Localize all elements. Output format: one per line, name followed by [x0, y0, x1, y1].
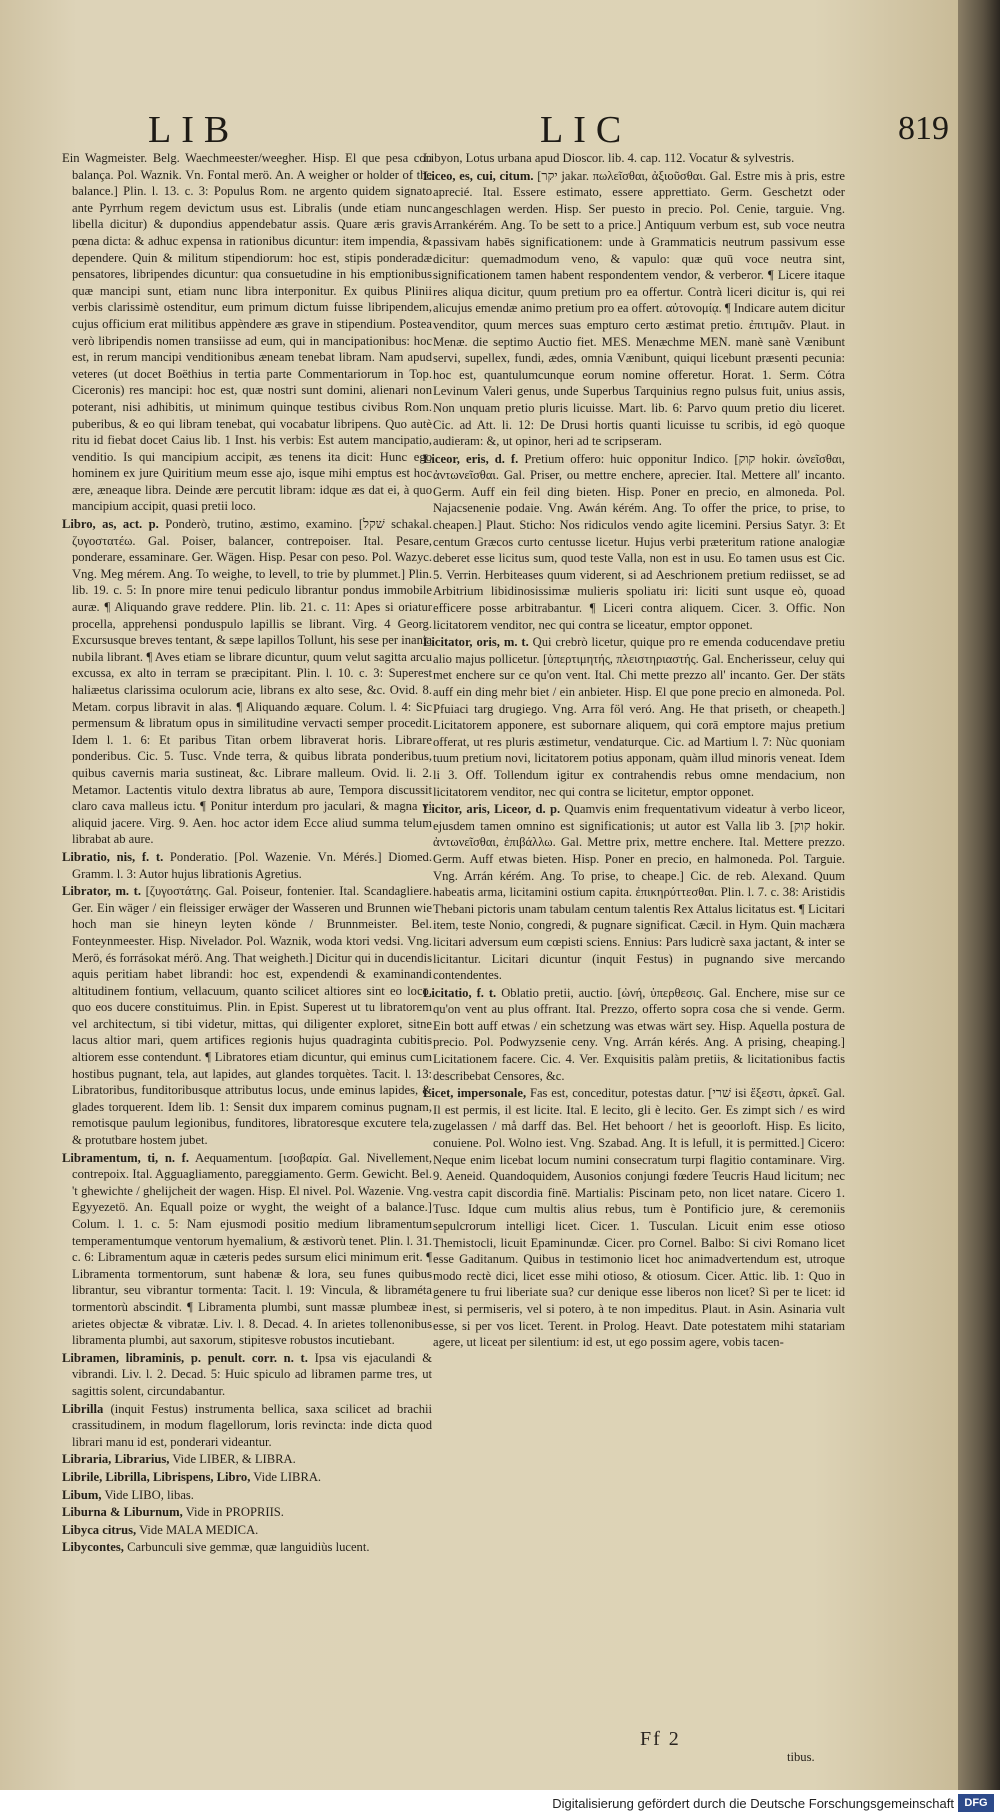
page-edge-shadow: [958, 0, 1000, 1790]
dictionary-entry: [62, 1539, 432, 1556]
left-text-column: [62, 150, 432, 1557]
dictionary-entry: [62, 516, 432, 848]
dictionary-entry: [62, 883, 432, 1149]
entry-headword: Liceor, eris, d. f.: [423, 451, 519, 466]
dictionary-entry: [62, 1487, 432, 1504]
entry-text: Libyon, Lotus urbana apud Dioscor. lib. 4. cap. 112. Vocatur & sylvestris.: [423, 151, 795, 165]
header-left-guideword: LIB: [148, 109, 240, 151]
entry-text: Qui crebrò licetur, quique pro re emenda coducendave pretiu alio majus pollicetur. [ὑπερτιμητής, πλειστηριαστής. Gal. Encherisseur, celuy qui met enchere sur ce qu'on vent. Ital. Chi mette prezzo all' incanto. Ger. Der stäts auff ein ding mehr biet / ein anbieter. Hisp. El que pone precio en almoneda. Pol. Pfuiaci targ drugiego. Vng. Arra föl veró. Ang. He that priseth, or cheapeth.] Licitatorem apponere, est subornare aliquem, qui corā emptore majus pretium offerat, ut res pluris æstimetur, vendaturque. Cic. ad Martium l. 7: Nùc quoniam tuum pretium novi, licitatorem potius apponam, quàm illud minoris veneat. Idem li 3. Off. Tollendum igitur ex contrahendis rebus omne mendacium, non licitatorem venditor, nec qui contra se licitetur, emptor opponet.: [433, 635, 845, 799]
dictionary-entry: [62, 1401, 432, 1451]
entry-text: Pretium offero: huic opponitur Indico. [קוק hokir. ὠνεῖσθαι, ἀντωνεῖσθαι. Gal. Priser, ou mettre enchere, aprecier. Ital. Mettere all' incanto. Germ. Auff ein feil ding bieten. Hisp. Poner en precio, en almoneda. Pol. Najacsenenie podaie. Vng. Awán kérém. Ang. To offer the price, to prise, to cheapen.] Plaut. Sticho: Nos ridiculos vendo agite licemini. Persius Satyr. 3: Et centum Græcos curto centusse licetur. Hujus verbi præteritum ratione analogiæ deberet esse licitus sum, quod teste Valla, non est in usu. Eo tamen usus est Cic. 5. Verrin. Herbiteases quum viderent, si ad Aeschrionem pretium rediisset, se ad Arbitrium libidinosissimæ mulieris spoliatu iri: liciti sunt usque eò, quoad efficere posse arbitrabantur. ¶ Liceri contra aliquem. Cicer. 3. Offic. Non licitatorem venditor, nec qui contra se liceatur, emptor opponet.: [433, 451, 846, 632]
entry-text: Vide LIBER, & LIBRA.: [172, 1452, 296, 1467]
entry-headword: Liburna & Liburnum,: [62, 1505, 183, 1520]
entry-headword: Libratio, nis, f. t.: [62, 849, 164, 864]
dictionary-entry: [423, 985, 845, 1085]
entry-headword: Licitatio, f. t.: [423, 985, 497, 1000]
dictionary-entry: [423, 634, 845, 800]
dictionary-entry: [62, 150, 432, 515]
entry-headword: Libyca citrus,: [62, 1522, 137, 1537]
dictionary-entry: [423, 801, 845, 984]
entry-text: Ipsa vis ejaculandi & vibrandi. Liv. l. 2. Decad. 5: Huic spiculo ad libramen parme tres, ut sagittis solent, circundabantur.: [72, 1350, 432, 1398]
dictionary-entry: [423, 1085, 845, 1351]
dictionary-entry: [62, 1350, 432, 1400]
dfg-logo: DFG: [958, 1794, 994, 1812]
entry-text: Ponderò, trutino, æstimo, examino. [שׁקל schakal. ζυγοστατέω. Gal. Poiser, balancer, contrepoiser. Ital. Pesare, ponderare, essaminare. Ger. Wägen. Hisp. Pesar con peso. Pol. Wazyc. Vng. Meg mérem. Ang. To weighe, to levell, to trie by plummet.] Plin. lib. 19. c. 5: In pnore mire tenui pediculo librantur pondus immobile auræ. ¶ Aliquando grave reddere. Plin. lib. 21. c. 11: Apes si oriatur procella, apprehensi ponduspulo lapillis se librant. Virg. 4 Georg. Excursusque breves tentant, & sæpe lapillos Tollunt, his sese per inania nubila librant. ¶ Aves etiam se librare dicuntur, quum velut sagitta arcu excussa, ex alto in terram se præcipitant. Plin. l. 10. c. 3: Superest haliæetus clarissima oculorum acie, librans ex alto sese, &c. Ovid. 8. Metam. corpus libravit in alas. ¶ Aliquando æquare. Colum. l. 4: Sic permensum & libratum opus in similitudine vervacti semper procedit. Idem l. 1. 6: Et paribus Titan orbem libraverat horis. Librare ponderibus. Cic. 5. Tusc. Vnde terra, & quibus librata ponderibus, quibus cavernis maria sustineat, &c. Librare malleum. Ovid. li. 2. Metamor. Lactentis vitulo dextra libratus ab aure, Tempora discussit claro cava malleus ictu. ¶ Ponitur interdum pro jaculari, & magna vi aliquid jacere. Virg. 9. Aen. hoc actor idem Ecce aliud summa telum librabat ab aure.: [72, 517, 433, 847]
entry-headword: Licitator, oris, m. t.: [423, 635, 529, 650]
entry-headword: Librator, m. t.: [62, 884, 141, 899]
header-right-guideword: LIC: [540, 109, 632, 151]
dictionary-entry: [423, 150, 845, 167]
signature-mark: Ff 2: [640, 1728, 681, 1750]
entry-headword: Liceo, es, cui, citum.: [423, 168, 534, 183]
entry-text: Vide MALA MEDICA.: [139, 1522, 259, 1537]
entry-text: [יקר jakar. πωλεῖσθαι, ἀξιοῦσθαι. Gal. Estre mis à pris, estre aprecié. Ital. Essere estimato, essere apprettiato. Germ. Geschetzt oder angeschlagen werden. Hisp. Ser puesto in precio. Pol. Cenie, targuie. Vng. Arrankérém. Ang. To be sett to a price.] Antiquum verbum est, sub voce neutra passivam habēs significationem: unde à Grammaticis neutrum passivum esse dicitur: quemadmodum veno, & vapulo: quæ quū voce neutra sint, significationem tamen habent respondentem vendor, & verberor. ¶ Licere itaque res aliqua dicitur, quum pretium pro ea offertur. Contrà liceri dicitur is, qui rei alicujus emendæ animo pretium pro ea offert. αὐτονομίᾳ. ¶ Indicare autem dicitur venditor, quum merces suas empturo certo æstimat pretio. ἐπιτιμᾶν. Plaut. in Menæ. die septimo Auctio fiet. MES. Menæchme MEN. manè sanè Vænibunt servi, supellex, fundi, ædes, omnia Vænibunt, quiqui licebunt præsenti pecunia: hoc est, quantulumcunque eorum nomine offeretur. Horat. 1. Serm. Cótra Levinum Valeri genus, unde Superbus Tarquinius regno pulsus fuit, unius assis, Non unquam pretio pluris licuisse. Mart. lib. 6: Parvo quum pretio diu liceret. Cic. ad Att. li. 12: De Drusi hortis quanti licuisse tu scribis, id egò quoque audieram: &, ut opinor, heri ad te scripseram.: [433, 168, 845, 449]
entry-headword: Librile, Librilla, Librispens, Libro,: [62, 1469, 251, 1484]
entry-headword: Libramentum, ti, n. f.: [62, 1150, 189, 1165]
dictionary-entry: [62, 1451, 432, 1468]
dictionary-entry: [62, 1522, 432, 1539]
dictionary-entry: [423, 451, 845, 634]
entry-headword: Libramen, libraminis, p. penult. corr. n. t.: [62, 1350, 308, 1365]
entry-headword: Libycontes,: [62, 1540, 124, 1555]
dictionary-entry: [62, 1150, 432, 1349]
dictionary-entry: [62, 1469, 432, 1486]
entry-text: [ζυγοστάτης. Gal. Poiseur, fontenier. Ital. Scandagliere. Ger. Ein wäger / ein fleissiger erwäger der Wasseren und Brunnen wie hoch man sie hineyn leyten könde / Brunnmeister. Bel. Fonteynmeester. Hisp. Nivelador. Pol. Waznik, woda ktori vedsi. Vng. Merö, és forrásokat mérö. Ang. That weigheth.] Dicitur qui in ducendis aquis peritiam habet librandi: hoc est, expendendi & examinandi altitudinem fontium, vellacuum, quanto scilicet altiores sint eo loco, quo eos ducere constituimus. Plin. in Epist. Superest ut tu libratorem vel architectum, si tibi videtur, mittas, qui diligenter exploret, sitne lacus altior mari, quem artifices regionis hujus quadraginta cubitis altiorem esse contendunt. ¶ Libratores etiam dicuntur, qui eminus cum hostibus pugnant, tela, aut lapides, aut glandes torquètes. Tacit. l. 13: Libratoribus, funditoribusque attributus locus, unde eminus lapides, & glades torquerent. Idem lib. 1: Sensit dux imparem cominus pugnam, remotisque paulum legionibus, funditores, libratoresque excutere tela, & protutbare hostem jubet.: [72, 884, 432, 1148]
entry-headword: Licet, impersonale,: [423, 1086, 527, 1101]
catchword: tibus.: [787, 1750, 815, 1764]
entry-text: Quamvis enim frequentativum videatur à verbo liceor, ejusdem tamen omnino est significationis; ut autor est Valla lib 3. [קוק hokir. ἀντωνεῖσθαι, ἐπιβάλλω. Gal. Mettre prix, mettre enchere. Ital. Mettere prezzo. Germ. Auff etwas bieten. Hisp. Poner en precio, en halmoneda. Pol. Targuie. Vng. Arrán kérém. Ang. To prise, to cheape.] Cic. de reb. Alexand. Quum habeatis arma, licitamini ostium capita. ἐπικηρύττεσθαι. Plin. l. 7. c. 38: Aristidis Thebani pictoris unam tabulam centum talentis Rex Attalus licitatus est. ¶ Licitari item, teste Nonio, congredi, & pugnare significat. Cæcil. in Hym. Quin machæra licitari adversum eum cœpisti sciens. Ennius: Pars ludicrè saxa jactant, & inter se licitantur. Licitari dicuntur (inquit Festus) in pugnando sive mercando contendentes.: [433, 802, 845, 983]
page-number: 819: [898, 110, 949, 147]
entry-text: Ein Wagmeister. Belg. Waechmeester/weegher. Hisp. El que pesa con balança. Pol. Waznik. Vn. Fontal merö. An. A weigher or holder of the balance.] Plin. l. 13. c. 3: Populus Rom. ne argento quidem signato ante Pyrrhum regem devictum usus est. Libralis (unde etiam nunc libella dicitur) & dupondius appendebatur assis. Quare æris gravis pœna dicta: & adhuc expensa in rationibus dicuntur: item impendia, & dependere. Quin & militum stipendiorum: hoc est, stipis ponderadæ pensatores, libripendes dicuntur: qua consuetudine in his emptionibus quæ mancipi sunt, etiam nunc libra interponitur. Ex quibus Plinii verbis clarissimè ostenditur, eum primum dictum fuisse libripendem, cujus officium erat militibus appèndere æs grave in stipendium. Postea verò libripendis nomen transiisse ad eum, qui in mancipationibus: hoc est, in rerum mancipi venditionibus æneam tenebat libram. Nam apud veteres (ut docet Boëthius in tertia parte Commentariorum in Top. Ciceronis) res mancipi: hoc est, quæ nostri sunt domini, alienari non poterant, nisi adhibitis, ut minimum quinque testibus civibus Rom. puberibus, & eo qui libram tenebat, qui vocabatur libripens. Quo autè ritu id fiebat docet Caius lib. 1 Inst. his verbis: Est autem mancipatio, venditio. Is qui mancipium accipit, æs tenens ita dicit: Hunc ego hominem ex jure Quiritium meum esse ajo, isque mihi emptus est hoc ære, æneaque libra. Deinde ære percutit libram: idque æs dat ei, à quo mancipium accipit, quasi pretii loco.: [62, 151, 432, 514]
footer-credit: Digitalisierung gefördert durch die Deutsche Forschungsgemeinschaft: [552, 1796, 954, 1811]
entry-headword: Librilla: [62, 1401, 104, 1416]
dictionary-entry: [62, 1504, 432, 1521]
entry-text: Carbunculi sive gemmæ, quæ languidiùs lucent.: [127, 1540, 370, 1555]
entry-text: Fas est, conceditur, potestas datur. [שׁרי isi ἔξεστι, ἀρκεῖ. Gal. Il est permis, il est licite. Ital. E lecito, gli è lecito. Ger. Es zimpt sich / es wird zugelassen / må darff das. Bel. Het behoort / het is geoorloft. Hisp. Es licito, conuiene. Pol. Wolno iest. Vng. Szabad. Ang. It is lefull, it is permitted.] Cicero: Neque enim licebat locum numini consecratum turpi flagitio contaminare. Virg. 9. Aeneid. Quandoquidem, Ausonios conjungi fœdere Teucris Haud licitum; nec vestra capit discordia finē. Martialis: Piscinam peto, non licet natare. Cicero 1. Tusc. Idque cum multis alius rebus, tum è Pontificio jure, & ceremoniis sepulcrorum intelligi licet. Cicer. 1. Tusculan. Licuit enim esse otioso Themistocli, licuit Epaminundæ. Cicer. pro Cornel. Balbo: Si civi Romano licet esse Gaditanum. Quibus in testimonio licet hoc animadvertendum est, utroque modo rectè dici, licet esse mihi otioso, & otiosum. Cicer. Attic. lib. 1: Quo in genere tu frui liberiate sua? cur denique esse liberos non licet? Sì per te licet: id est, si permiseris, vel si potero, à te non impeditus. Plaut. in Asin. Asinaria vult esse, si per vos licet. Terent. in Prolog. Heavt. Date potestatem mihi statariam agere, ut liceat per silentium: id est, ut ego possim agere, vobis tacen-: [433, 1086, 845, 1350]
entry-text: Ponderatio. [Pol. Wazenie. Vn. Mérés.] Diomed. Gramm. l. 3: Autor hujus librationis Agretius.: [72, 849, 432, 881]
entry-headword: Licitor, aris, Liceor, d. p.: [423, 802, 561, 817]
dictionary-entry: [423, 168, 845, 450]
entry-headword: Libraria, Librarius,: [62, 1452, 170, 1467]
entry-text: (inquit Festus) instrumenta bellica, saxa scilicet ad brachii crassitudinem, in modum flagellorum, loris revincta: inde dicta quod librari manu id est, ponderari videantur.: [72, 1401, 432, 1449]
entry-text: Vide LIBO, libas.: [104, 1487, 194, 1502]
entry-headword: Libro, as, act. p.: [62, 517, 159, 532]
digitization-footer: [0, 1790, 1000, 1818]
entry-text: Aequamentum. [ισοβαρία. Gal. Nivellement, contrepoix. Ital. Agguagliamento, pareggiamento. Germ. Gewicht. Bel. 't ghewichte / ghelijcheit der wagen. Hisp. El nivel. Pol. Wazenie. Vng. Egyyezetö. An. Equall poize or wyght, the weight of a balance.] Colum. l. 1. c. 5: Nam ejusmodi positio medium libramentum temperamentumque ventorum hyemalium, & æstivorù tenet. Plin. l. 31. c. 6: Libramentum aquæ in cæteris pedes sursum elici minimum erit. ¶ Libramenta tormentorum, sunt habenæ & lora, seu funes quibus librantur, seu vibrantur tormenta: Tacit. l. 19: Vincula, & libraméta tormentorù abscindit. ¶ Libramenta plumbi, sunt massæ plumbeæ in arietes objectæ & vibratæ. Liv. l. 8. Decad. 4. In arietes tollenonibus libramenta plumbi, aut saxorum, stipitesve robustos incutiebant.: [72, 1150, 432, 1348]
dictionary-entry: [62, 849, 432, 882]
entry-text: Vide LIBRA.: [253, 1469, 322, 1484]
page-header: [0, 108, 958, 156]
entry-text: Vide in PROPRIIS.: [185, 1505, 284, 1520]
entry-text: Oblatio pretii, auctio. [ὠνή, ὑπερθεσις. Gal. Enchere, mise sur ce qu'on vent au plus offrant. Ital. Prezzo, offerto sopra cosa che si vende. Germ. Ein bott auff etwas / ein schetzung was etwas wärt sey. Hisp. Aquella postura de precio. Pol. Podwyzsenie ceny. Vng. Arrán kérés. Ang. A prising, cheaping.] Licitationem facere. Cic. 4. Ver. Exquisitis palàm pretiis, & licitationibus factis describebat Censores, &c.: [433, 985, 845, 1083]
right-text-column: [423, 150, 845, 1352]
entry-headword: Libum,: [62, 1487, 102, 1502]
